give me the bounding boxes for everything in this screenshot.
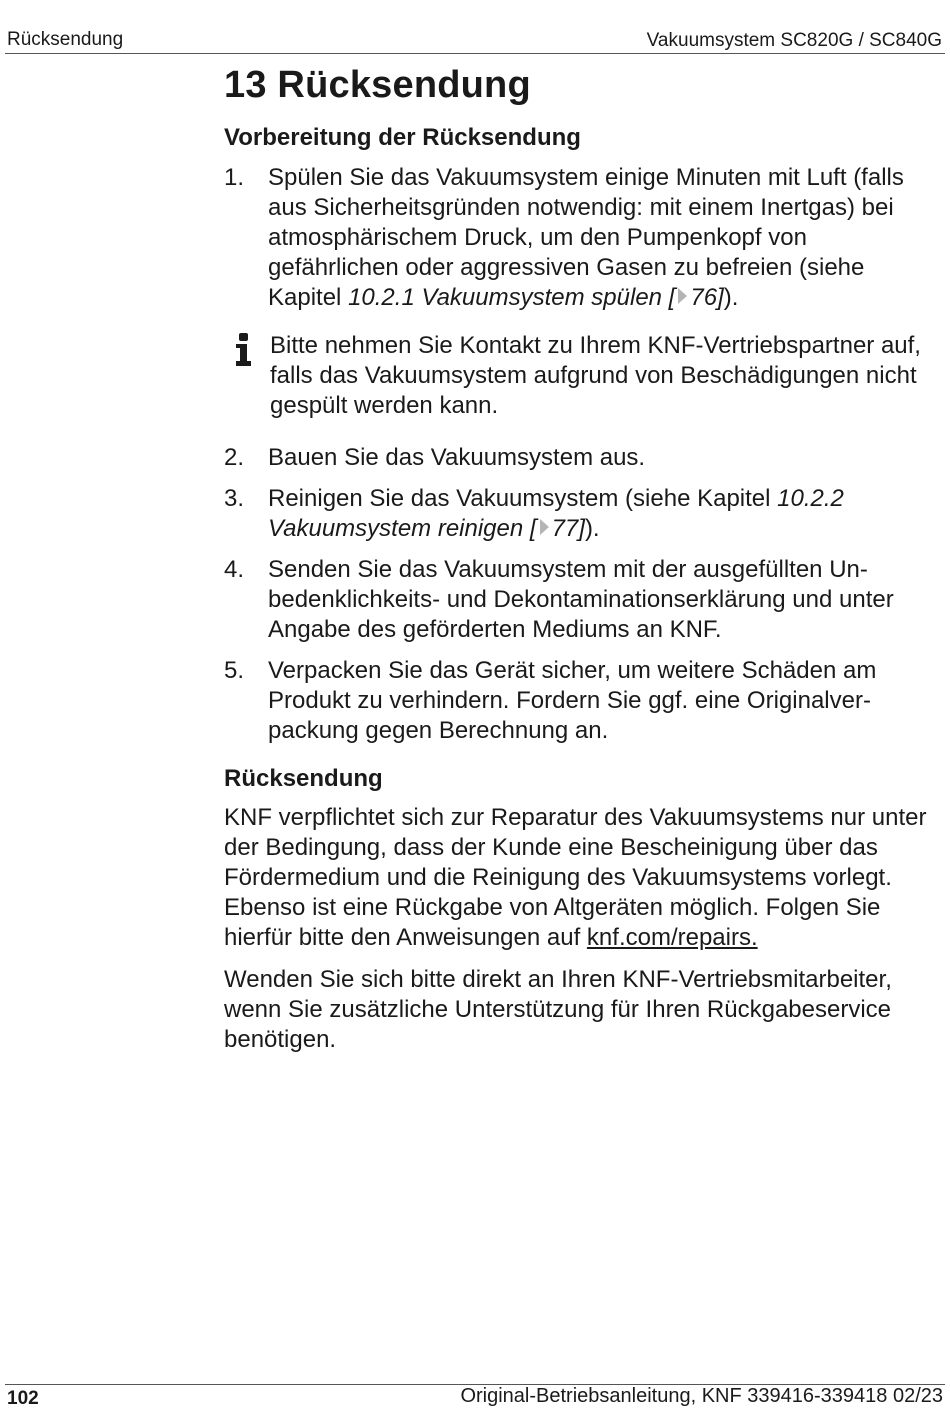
step-number: 2. (224, 444, 245, 471)
return-heading: Rücksendung (224, 765, 383, 792)
step-number: 5. (224, 657, 245, 684)
step-2 (224, 443, 929, 473)
return-paragraph-2: Wenden Sie sich bitte direkt an Ihren KNF-Vertriebsmitarbeiter, wenn Sie zusätzliche Unterstützung für Ihren Rückgabeservice benötigen. (224, 966, 892, 1053)
reference-title: 10.2.2 Vakuumsystem reinigen [ (268, 485, 844, 542)
header-divider (5, 53, 945, 54)
repairs-link[interactable]: knf.com/repairs. (586, 924, 758, 951)
step-3-text: Reinigen Sie das Vakuumsystem (siehe Kapitel (268, 485, 778, 512)
step-text: Verpacken Sie das Gerät sicher, um weitere Schäden am Produkt zu verhindern. Fordern Sie ggf. eine Originalverpackung gegen Berechnung an. (268, 657, 877, 744)
reference-page: 76] (690, 284, 724, 311)
page-content (224, 60, 929, 1055)
chapter-reference-rinse[interactable] (348, 284, 724, 311)
preparation-heading: Vorbereitung der Rücksendung (224, 124, 581, 151)
step-1-text: Spülen Sie das Vakuumsystem einige Minuten mit Luft (falls aus Sicherheitsgründen notwendig: mit einem Inertgas) bei atmosphärischem Druck, um den Pumpenkopf von gefährlichen oder aggressiven Gasen zu befreien (siehe Kapitel (268, 164, 904, 311)
page-number: 102 (7, 1388, 39, 1409)
reference-page: 77] (551, 515, 585, 542)
step-text (268, 484, 929, 544)
header-section-title: Rücksendung (7, 29, 124, 50)
page-arrow-icon (678, 288, 687, 304)
step-number: 4. (224, 556, 245, 583)
step-1 (224, 163, 929, 313)
step-1-text-end: ). (723, 284, 739, 311)
step-4 (224, 555, 929, 645)
step-number: 1. (224, 164, 245, 191)
step-text: Senden Sie das Vakuumsystem mit der ausgefüllten Unbedenklichkeits- und Dekontaminationserklärung und unter Angabe des geförderten Mediums an KNF. (268, 556, 894, 643)
page-arrow-icon (540, 519, 549, 535)
preparation-steps-continued (224, 443, 929, 746)
step-number: 3. (224, 485, 245, 512)
reference-title: 10.2.1 Vakuumsystem spülen [ (348, 284, 676, 311)
step-3-text-end: ). (584, 515, 600, 542)
chapter-title: 13 Rücksendung (224, 64, 531, 106)
return-paragraph-1 (224, 803, 929, 953)
return-paragraph-1-text: KNF verpflichtet sich zur Reparatur des Vakuumsystems nur unter der Bedingung, dass der Kunde eine Bescheinigung über das Fördermedium und die Reinigung des Vakuumsystems vorlegt. Ebenso ist eine Rückgabe von Altgeräten möglich. Folgen Sie hierfür bitte den Anweisungen auf (224, 804, 927, 951)
preparation-steps (224, 163, 929, 313)
info-note-text: Bitte nehmen Sie Kontakt zu Ihrem KNF-Vertriebspartner auf, falls das Vakuumsystem aufgrund von Beschädigungen nicht gespült werden kann. (270, 332, 921, 419)
info-icon (224, 331, 270, 371)
info-note (224, 331, 929, 421)
step-3 (224, 484, 929, 544)
step-text: Bauen Sie das Vakuumsystem aus. (268, 444, 646, 471)
footer-document-id: Original-Betriebsanleitung, KNF 339416-339418 02/23 (460, 1385, 943, 1407)
step-5 (224, 656, 929, 746)
step-text (268, 163, 929, 313)
header-product-title: Vakuumsystem SC820G / SC840G (646, 30, 942, 51)
